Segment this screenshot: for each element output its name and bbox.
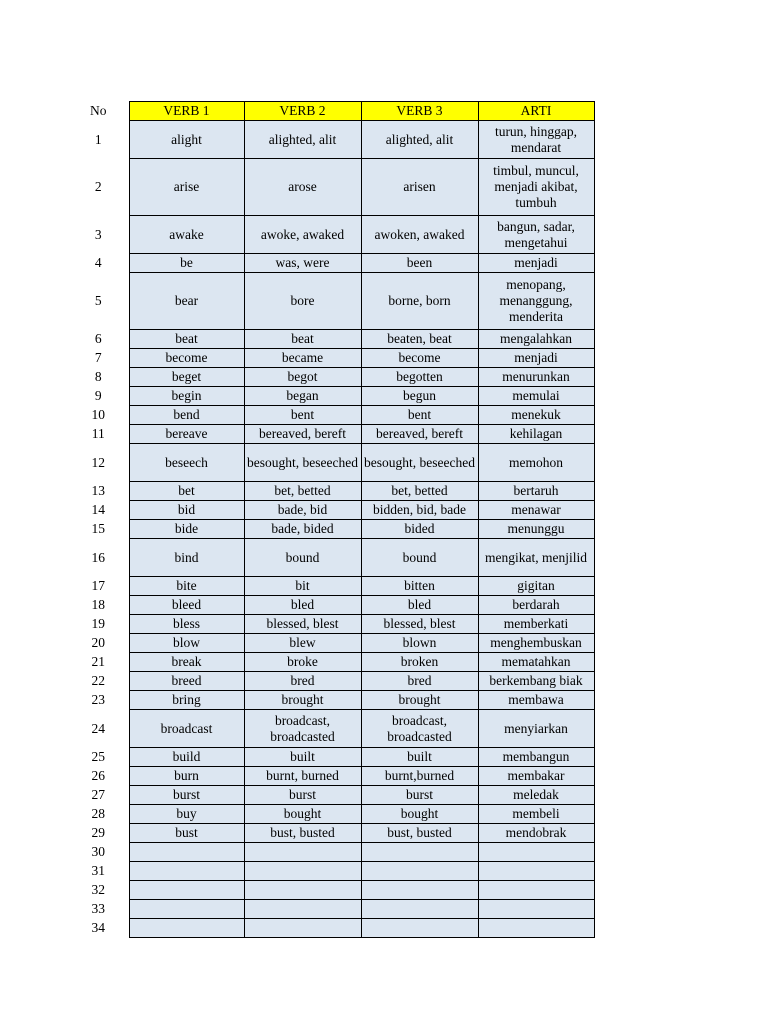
arti-cell: meledak	[478, 786, 594, 805]
verb1-cell: beat	[129, 330, 244, 349]
verb1-cell: burn	[129, 767, 244, 786]
arti-cell: membawa	[478, 691, 594, 710]
arti-cell: menjadi	[478, 254, 594, 273]
arti-cell: berkembang biak	[478, 672, 594, 691]
verb1-cell: bust	[129, 824, 244, 843]
verb-table	[68, 101, 595, 938]
verb3-cell: blessed, blest	[361, 615, 478, 634]
verb1-cell: broadcast	[129, 710, 244, 748]
verb3-cell: burst	[361, 786, 478, 805]
verb2-cell	[244, 862, 361, 881]
verb2-cell: bereaved, bereft	[244, 425, 361, 444]
verb1-cell	[129, 900, 244, 919]
row-number: 14	[91, 502, 105, 517]
table-row	[68, 425, 594, 444]
verb2-cell	[244, 900, 361, 919]
table-row	[68, 615, 594, 634]
arti-cell: menurunkan	[478, 368, 594, 387]
table-row	[68, 710, 594, 748]
row-number: 8	[94, 369, 102, 384]
verb2-cell: became	[244, 349, 361, 368]
row-number: 34	[91, 920, 105, 935]
arti-cell: mengikat, menjilid	[478, 539, 594, 577]
arti-cell	[478, 881, 594, 900]
header-verb2: VERB 2	[244, 102, 361, 121]
verb1-cell: blow	[129, 634, 244, 653]
verb1-cell: burst	[129, 786, 244, 805]
verb3-cell: become	[361, 349, 478, 368]
table-row	[68, 216, 594, 254]
verb2-cell: beat	[244, 330, 361, 349]
verb2-cell: bled	[244, 596, 361, 615]
verb1-cell: break	[129, 653, 244, 672]
verb2-cell	[244, 881, 361, 900]
table-row	[68, 121, 594, 159]
row-number: 6	[94, 331, 102, 346]
verb2-cell: blessed, blest	[244, 615, 361, 634]
row-number: 15	[91, 521, 105, 536]
verb2-cell: burst	[244, 786, 361, 805]
arti-cell: bertaruh	[478, 482, 594, 501]
header-verb1: VERB 1	[129, 102, 244, 121]
verb3-cell: bound	[361, 539, 478, 577]
verb2-cell: brought	[244, 691, 361, 710]
verb1-cell: bereave	[129, 425, 244, 444]
verb1-cell: bring	[129, 691, 244, 710]
verb2-cell: begot	[244, 368, 361, 387]
verb3-cell: bought	[361, 805, 478, 824]
table-row	[68, 444, 594, 482]
verb1-cell	[129, 881, 244, 900]
verb2-cell: arose	[244, 159, 361, 216]
verb1-cell	[129, 919, 244, 938]
verb3-cell: been	[361, 254, 478, 273]
table-row	[68, 843, 594, 862]
verb2-cell	[244, 919, 361, 938]
table-row	[68, 596, 594, 615]
verb1-cell: be	[129, 254, 244, 273]
verb2-cell: broke	[244, 653, 361, 672]
arti-cell: membakar	[478, 767, 594, 786]
verb1-cell: bite	[129, 577, 244, 596]
verb1-cell: bet	[129, 482, 244, 501]
verb2-cell: bit	[244, 577, 361, 596]
verb2-cell: bred	[244, 672, 361, 691]
verb2-cell: bore	[244, 273, 361, 330]
table-row	[68, 786, 594, 805]
verb2-cell: alighted, alit	[244, 121, 361, 159]
table-row	[68, 387, 594, 406]
header-verb3: VERB 3	[361, 102, 478, 121]
verb2-cell	[244, 843, 361, 862]
row-number: 18	[91, 597, 105, 612]
row-number: 21	[91, 654, 105, 669]
table-row	[68, 254, 594, 273]
arti-cell: memberkati	[478, 615, 594, 634]
arti-cell	[478, 843, 594, 862]
table-row	[68, 501, 594, 520]
arti-cell: menawar	[478, 501, 594, 520]
verb3-cell: blown	[361, 634, 478, 653]
row-number: 2	[94, 179, 102, 194]
verb1-cell: bleed	[129, 596, 244, 615]
row-number: 26	[91, 768, 105, 783]
row-number: 33	[91, 901, 105, 916]
verb2-cell: bade, bided	[244, 520, 361, 539]
table-body	[68, 121, 594, 938]
verb3-cell: begun	[361, 387, 478, 406]
verb2-cell: built	[244, 748, 361, 767]
row-number: 1	[94, 131, 102, 147]
row-number: 19	[91, 616, 105, 631]
arti-cell: menopang, menanggung, menderita	[478, 273, 594, 330]
arti-cell: menghembuskan	[478, 634, 594, 653]
verb1-cell: bind	[129, 539, 244, 577]
table-row	[68, 862, 594, 881]
table-row	[68, 748, 594, 767]
arti-cell: menekuk	[478, 406, 594, 425]
verb3-cell: broadcast, broadcasted	[361, 710, 478, 748]
row-number: 20	[91, 635, 105, 650]
row-number: 32	[91, 882, 105, 897]
verb1-cell: build	[129, 748, 244, 767]
arti-cell: memohon	[478, 444, 594, 482]
verb3-cell: brought	[361, 691, 478, 710]
table-row	[68, 767, 594, 786]
table-row	[68, 406, 594, 425]
header-no: No	[90, 103, 107, 118]
verb3-cell: burnt,burned	[361, 767, 478, 786]
verb1-cell: bear	[129, 273, 244, 330]
row-number: 22	[91, 673, 105, 688]
row-number: 23	[91, 692, 105, 707]
verb3-cell: broken	[361, 653, 478, 672]
verb1-cell: bless	[129, 615, 244, 634]
arti-cell: timbul, muncul, menjadi akibat, tumbuh	[478, 159, 594, 216]
row-number: 25	[91, 749, 105, 764]
row-number: 11	[91, 426, 105, 441]
verb2-cell: bound	[244, 539, 361, 577]
verb3-cell	[361, 900, 478, 919]
verb3-cell: bred	[361, 672, 478, 691]
table-row	[68, 805, 594, 824]
row-number: 31	[91, 863, 105, 878]
row-number: 10	[91, 407, 105, 422]
row-number: 17	[91, 578, 105, 593]
row-number: 13	[91, 483, 105, 498]
table-row	[68, 520, 594, 539]
verb1-cell: arise	[129, 159, 244, 216]
verb3-cell: beaten, beat	[361, 330, 478, 349]
verb3-cell	[361, 843, 478, 862]
verb2-cell: blew	[244, 634, 361, 653]
table-row	[68, 900, 594, 919]
table-row	[68, 273, 594, 330]
arti-cell: turun, hinggap, mendarat	[478, 121, 594, 159]
arti-cell: menyiarkan	[478, 710, 594, 748]
arti-cell: berdarah	[478, 596, 594, 615]
verb2-cell: bade, bid	[244, 501, 361, 520]
table-row	[68, 634, 594, 653]
row-number: 4	[94, 255, 102, 270]
table-row	[68, 881, 594, 900]
verb2-cell: besought, beseeched	[244, 444, 361, 482]
arti-cell: memulai	[478, 387, 594, 406]
arti-cell: mengalahkan	[478, 330, 594, 349]
table-row	[68, 919, 594, 938]
verb2-cell: was, were	[244, 254, 361, 273]
verb3-cell: bereaved, bereft	[361, 425, 478, 444]
verb1-cell: beget	[129, 368, 244, 387]
verb2-cell: bust, busted	[244, 824, 361, 843]
verb3-cell: besought, beseeched	[361, 444, 478, 482]
verb1-cell: bend	[129, 406, 244, 425]
verb3-cell	[361, 919, 478, 938]
verb3-cell: bitten	[361, 577, 478, 596]
row-number: 16	[91, 549, 105, 565]
verb3-cell: borne, born	[361, 273, 478, 330]
verb3-cell: arisen	[361, 159, 478, 216]
verb1-cell	[129, 862, 244, 881]
table-row	[68, 824, 594, 843]
row-number: 5	[94, 293, 102, 308]
table-row	[68, 691, 594, 710]
verb3-cell: built	[361, 748, 478, 767]
verb1-cell: become	[129, 349, 244, 368]
verb3-cell: alighted, alit	[361, 121, 478, 159]
header-row	[68, 102, 594, 121]
row-number: 27	[91, 787, 105, 802]
verb1-cell: breed	[129, 672, 244, 691]
verb2-cell: burnt, burned	[244, 767, 361, 786]
verb3-cell	[361, 881, 478, 900]
arti-cell	[478, 900, 594, 919]
row-number: 30	[91, 844, 105, 859]
arti-cell: mendobrak	[478, 824, 594, 843]
arti-cell: bangun, sadar, mengetahui	[478, 216, 594, 254]
table-row	[68, 368, 594, 387]
table-row	[68, 330, 594, 349]
verb1-cell: alight	[129, 121, 244, 159]
verb1-cell: begin	[129, 387, 244, 406]
verb2-cell: bet, betted	[244, 482, 361, 501]
arti-cell: menjadi	[478, 349, 594, 368]
verb1-cell: bid	[129, 501, 244, 520]
row-number: 28	[91, 806, 105, 821]
row-number: 3	[94, 226, 102, 242]
arti-cell: menunggu	[478, 520, 594, 539]
arti-cell: membeli	[478, 805, 594, 824]
arti-cell: membangun	[478, 748, 594, 767]
table-row	[68, 577, 594, 596]
verb3-cell: bent	[361, 406, 478, 425]
verb1-cell	[129, 843, 244, 862]
verb2-cell: bent	[244, 406, 361, 425]
row-number: 9	[94, 388, 102, 403]
row-number: 12	[91, 454, 105, 470]
verb3-cell	[361, 862, 478, 881]
arti-cell: kehilagan	[478, 425, 594, 444]
arti-cell: gigitan	[478, 577, 594, 596]
row-number: 29	[91, 825, 105, 840]
arti-cell	[478, 862, 594, 881]
header-arti: ARTI	[478, 102, 594, 121]
table-row	[68, 539, 594, 577]
verb2-cell: bought	[244, 805, 361, 824]
table-row	[68, 653, 594, 672]
table-row	[68, 159, 594, 216]
arti-cell	[478, 919, 594, 938]
verb3-cell: begotten	[361, 368, 478, 387]
table-row	[68, 349, 594, 368]
verb3-cell: awoken, awaked	[361, 216, 478, 254]
table-row	[68, 482, 594, 501]
row-number: 24	[91, 720, 105, 736]
verb2-cell: broadcast, broadcasted	[244, 710, 361, 748]
verb3-cell: bled	[361, 596, 478, 615]
verb3-cell: bet, betted	[361, 482, 478, 501]
verb3-cell: bust, busted	[361, 824, 478, 843]
verb1-cell: buy	[129, 805, 244, 824]
verb2-cell: awoke, awaked	[244, 216, 361, 254]
verb3-cell: bided	[361, 520, 478, 539]
row-number: 7	[94, 350, 102, 365]
arti-cell: mematahkan	[478, 653, 594, 672]
verb3-cell: bidden, bid, bade	[361, 501, 478, 520]
table-row	[68, 672, 594, 691]
verb2-cell: began	[244, 387, 361, 406]
verb1-cell: awake	[129, 216, 244, 254]
verb1-cell: bide	[129, 520, 244, 539]
verb1-cell: beseech	[129, 444, 244, 482]
